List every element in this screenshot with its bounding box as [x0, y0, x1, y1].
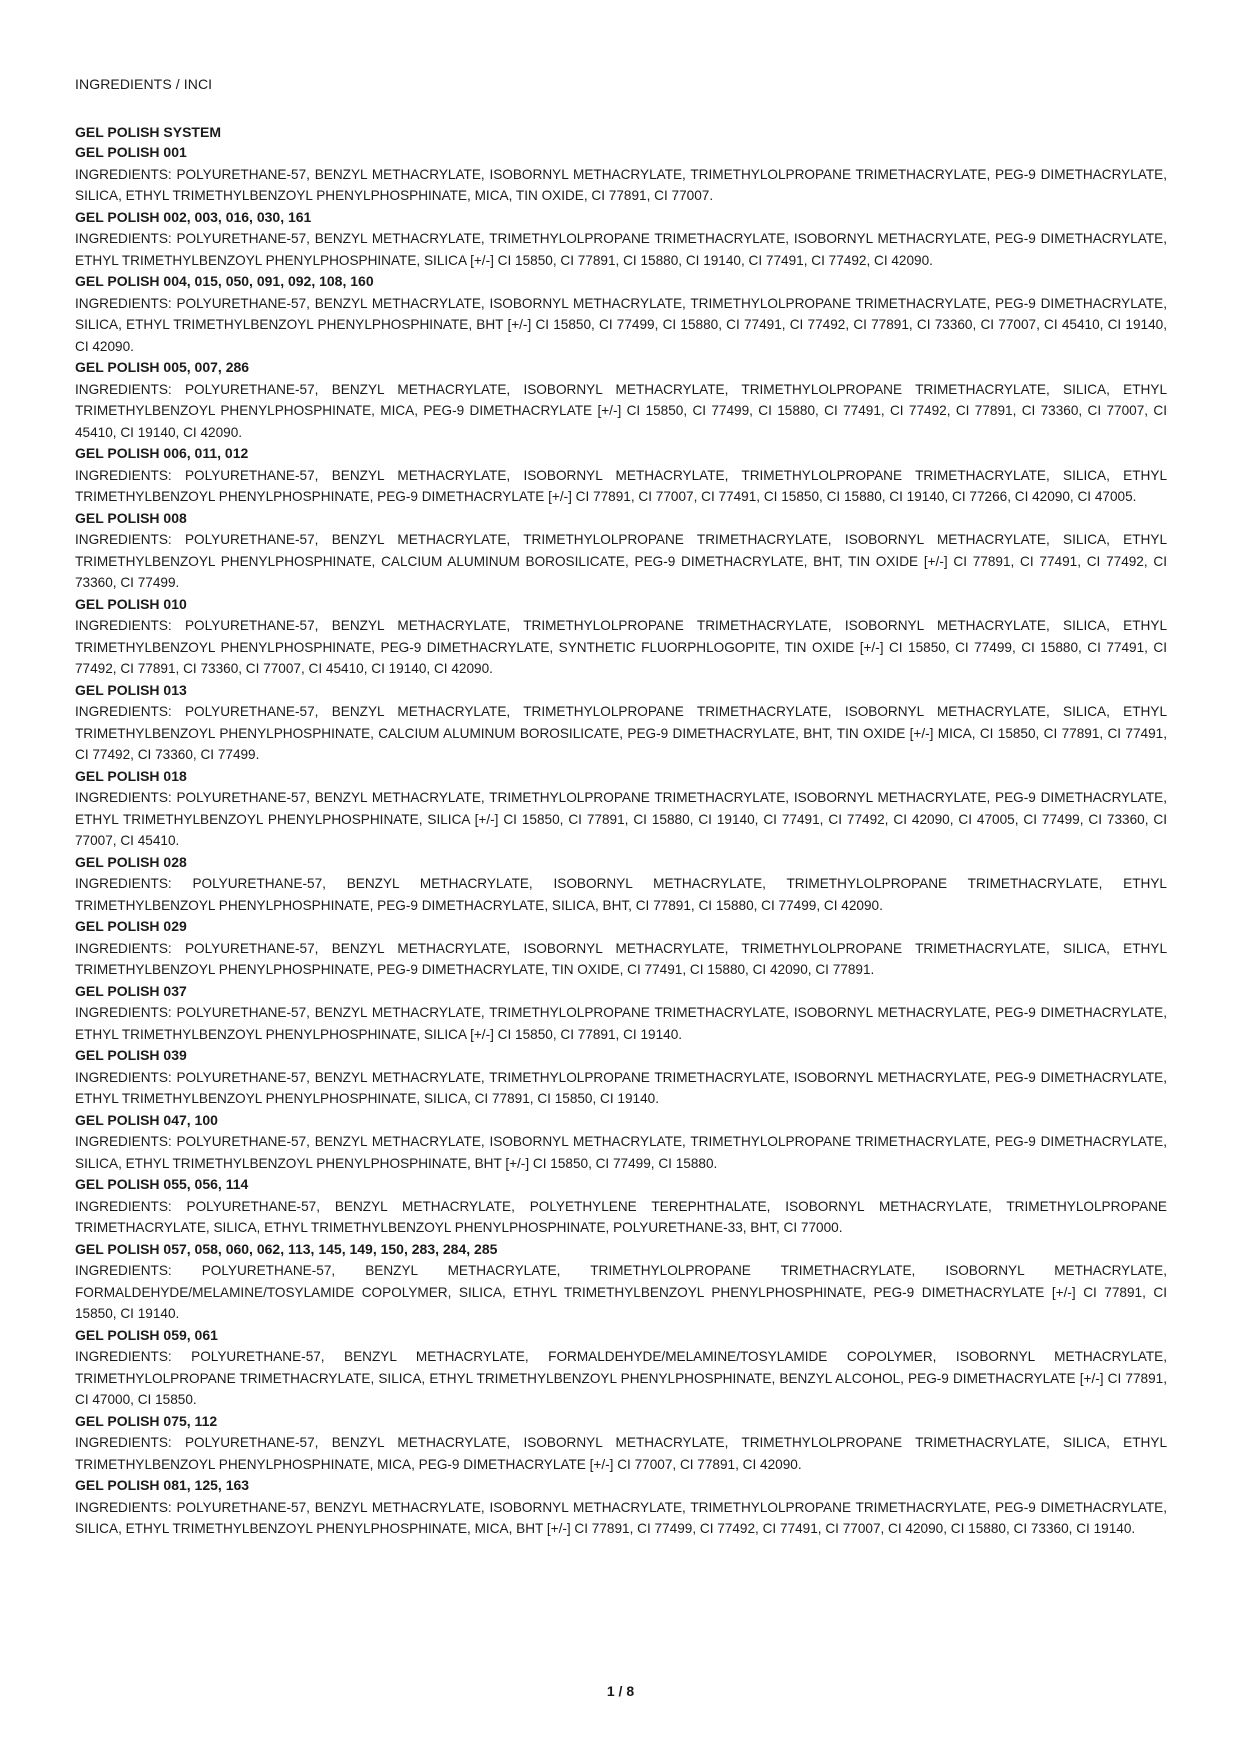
entry-title: GEL POLISH 039: [75, 1047, 187, 1063]
entry-text: INGREDIENTS: POLYURETHANE-57, BENZYL METHACRYLATE, ISOBORNYL METHACRYLATE, TRIMETHYLOLPROPANE TRIMETHACRYLATE, ETHYL TRIMETHYLBENZOYL PHENYLPHOSPHINATE, PEG-9 DIMETHACRYLATE, SILICA, BHT, CI 77891, CI 15880, CI 77499, CI 42090.: [75, 876, 1167, 913]
entry-text: INGREDIENTS: POLYURETHANE-57, BENZYL METHACRYLATE, TRIMETHYLOLPROPANE TRIMETHACRYLATE, ISOBORNYL METHACRYLATE, PEG-9 DIMETHACRYLATE, ETHYL TRIMETHYLBENZOYL PHENYLPHOSPHINATE, SILICA [+/-] CI 15850, CI 77891, CI 19140.: [75, 1005, 1167, 1042]
entry-title: GEL POLISH 055, 056, 114: [75, 1176, 249, 1192]
page-number: 1 / 8: [606, 1683, 635, 1699]
entry-text: INGREDIENTS: POLYURETHANE-57, BENZYL METHACRYLATE, TRIMETHYLOLPROPANE TRIMETHACRYLATE, ISOBORNYL METHACRYLATE, PEG-9 DIMETHACRYLATE, ETHYL TRIMETHYLBENZOYL PHENYLPHOSPHINATE, SILICA, CI 77891, CI 15850, CI 19140.: [75, 1069, 1167, 1106]
entry: [75, 142, 1167, 207]
entry-title: GEL POLISH 001: [75, 144, 187, 160]
entry-text: INGREDIENTS: POLYURETHANE-57, BENZYL METHACRYLATE, FORMALDEHYDE/MELAMINE/TOSYLAMIDE COPOLYMER, ISOBORNYL METHACRYLATE, TRIMETHYLOLPROPANE TRIMETHACRYLATE, SILICA, ETHYL TRIMETHYLBENZOYL PHENYLPHOSPHINATE, BENZYL ALCOHOL, PEG-9 DIMETHACRYLATE [+/-] CI 77891, CI 47000, CI 15850.: [75, 1349, 1167, 1407]
entry-title: GEL POLISH 037: [75, 982, 187, 999]
entry: [75, 680, 1167, 766]
entry: [75, 766, 1167, 852]
entry: [75, 508, 1167, 594]
entry-text: INGREDIENTS: POLYURETHANE-57, BENZYL METHACRYLATE, TRIMETHYLOLPROPANE TRIMETHACRYLATE, ISOBORNYL METHACRYLATE, SILICA, ETHYL TRIMETHYLBENZOYL PHENYLPHOSPHINATE, PEG-9 DIMETHACRYLATE, SYNTHETIC FLUORPHLOGOPITE, TIN OXIDE [+/-] CI 15850, CI 77499, CI 15880, CI 77491, CI 77492, CI 77891, CI 73360, CI 77007, CI 45410, CI 19140, CI 42090.: [75, 618, 1167, 676]
entry-text: INGREDIENTS: POLYURETHANE-57, BENZYL METHACRYLATE, TRIMETHYLOLPROPANE TRIMETHACRYLATE, ISOBORNYL METHACRYLATE, PEG-9 DIMETHACRYLATE, ETHYL TRIMETHYLBENZOYL PHENYLPHOSPHINATE, SILICA [+/-] CI 15850, CI 77891, CI 15880, CI 19140, CI 77491, CI 77492, CI 42090, CI 47005, CI 77499, CI 73360, CI 77007, CI 45410.: [75, 790, 1167, 848]
entry: [75, 1239, 1167, 1325]
entry-text: INGREDIENTS: POLYURETHANE-57, BENZYL METHACRYLATE, ISOBORNYL METHACRYLATE, TRIMETHYLOLPROPANE TRIMETHACRYLATE, SILICA, ETHYL TRIMETHYLBENZOYL PHENYLPHOSPHINATE, PEG-9 DIMETHACRYLATE, TIN OXIDE, CI 77491, CI 15880, CI 42090, CI 77891.: [75, 940, 1167, 977]
entry: [75, 207, 1167, 272]
entry-title: GEL POLISH 081, 125, 163: [75, 1477, 250, 1493]
entries-list: [75, 142, 1167, 1540]
entry: [75, 271, 1167, 357]
entry-title: GEL POLISH 028: [75, 853, 187, 870]
entry: [75, 357, 1167, 443]
entry-title: GEL POLISH 008: [75, 509, 187, 526]
entry-text: INGREDIENTS: POLYURETHANE-57, BENZYL METHACRYLATE, TRIMETHYLOLPROPANE TRIMETHACRYLATE, ISOBORNYL METHACRYLATE, FORMALDEHYDE/MELAMINE/TOSYLAMIDE COPOLYMER, SILICA, ETHYL TRIMETHYLBENZOYL PHENYLPHOSPHINATE, PEG-9 DIMETHACRYLATE [+/-] CI 77891, CI 15850, CI 19140.: [75, 1263, 1167, 1321]
entry: [75, 1325, 1167, 1411]
entry-title: GEL POLISH 010: [75, 595, 187, 612]
entry-title: GEL POLISH 059, 061: [75, 1326, 218, 1343]
entry-text: INGREDIENTS: POLYURETHANE-57, BENZYL METHACRYLATE, TRIMETHYLOLPROPANE TRIMETHACRYLATE, ISOBORNYL METHACRYLATE, SILICA, ETHYL TRIMETHYLBENZOYL PHENYLPHOSPHINATE, CALCIUM ALUMINUM BOROSILICATE, PEG-9 DIMETHACRYLATE, BHT, TIN OXIDE [+/-] CI 77891, CI 77491, CI 77492, CI 73360, CI 77499.: [75, 532, 1167, 590]
document-header: INGREDIENTS / INCI: [75, 76, 213, 92]
entry-text: INGREDIENTS: POLYURETHANE-57, BENZYL METHACRYLATE, TRIMETHYLOLPROPANE TRIMETHACRYLATE, ISOBORNYL METHACRYLATE, SILICA, ETHYL TRIMETHYLBENZOYL PHENYLPHOSPHINATE, CALCIUM ALUMINUM BOROSILICATE, PEG-9 DIMETHACRYLATE, BHT, TIN OXIDE [+/-] MICA, CI 15850, CI 77891, CI 77491, CI 77492, CI 73360, CI 77499.: [75, 704, 1167, 762]
entry-text: INGREDIENTS: POLYURETHANE-57, BENZYL METHACRYLATE, TRIMETHYLOLPROPANE TRIMETHACRYLATE, ISOBORNYL METHACRYLATE, PEG-9 DIMETHACRYLATE, ETHYL TRIMETHYLBENZOYL PHENYLPHOSPHINATE, SILICA [+/-] CI 15850, CI 77891, CI 15880, CI 19140, CI 77491, CI 77492, CI 42090.: [75, 231, 1167, 268]
entry-text: INGREDIENTS: POLYURETHANE-57, BENZYL METHACRYLATE, ISOBORNYL METHACRYLATE, TRIMETHYLOLPROPANE TRIMETHACRYLATE, PEG-9 DIMETHACRYLATE, SILICA, ETHYL TRIMETHYLBENZOYL PHENYLPHOSPHINATE, MICA, TIN OXIDE, CI 77891, CI 77007.: [75, 166, 1167, 203]
entry: [75, 1411, 1167, 1476]
entry-text: INGREDIENTS: POLYURETHANE-57, BENZYL METHACRYLATE, ISOBORNYL METHACRYLATE, TRIMETHYLOLPROPANE TRIMETHACRYLATE, SILICA, ETHYL TRIMETHYLBENZOYL PHENYLPHOSPHINATE, MICA, PEG-9 DIMETHACRYLATE [+/-] CI 77007, CI 77891, CI 42090.: [75, 1435, 1167, 1472]
entry: [75, 852, 1167, 917]
system-title: GEL POLISH SYSTEM: [75, 124, 221, 140]
entry-title: GEL POLISH 029: [75, 918, 187, 934]
entry-text: INGREDIENTS: POLYURETHANE-57, BENZYL METHACRYLATE, ISOBORNYL METHACRYLATE, TRIMETHYLOLPROPANE TRIMETHACRYLATE, SILICA, ETHYL TRIMETHYLBENZOYL PHENYLPHOSPHINATE, PEG-9 DIMETHACRYLATE [+/-] CI 77891, CI 77007, CI 77491, CI 15850, CI 15880, CI 19140, CI 77266, CI 42090, CI 47005.: [75, 467, 1167, 504]
entry-title: GEL POLISH 005, 007, 286: [75, 359, 250, 375]
entry-text: INGREDIENTS: POLYURETHANE-57, BENZYL METHACRYLATE, ISOBORNYL METHACRYLATE, TRIMETHYLOLPROPANE TRIMETHACRYLATE, PEG-9 DIMETHACRYLATE, SILICA, ETHYL TRIMETHYLBENZOYL PHENYLPHOSPHINATE, BHT [+/-] CI 15850, CI 77499, CI 15880.: [75, 1134, 1167, 1171]
entry: [75, 594, 1167, 680]
entry: [75, 981, 1167, 1046]
entry-title: GEL POLISH 075, 112: [75, 1412, 218, 1429]
entry-title: GEL POLISH 004, 015, 050, 091, 092, 108, 160: [75, 273, 374, 289]
entry: [75, 1045, 1167, 1110]
entry: [75, 916, 1167, 981]
entry: [75, 1174, 1167, 1239]
entry-text: INGREDIENTS: POLYURETHANE-57, BENZYL METHACRYLATE, ISOBORNYL METHACRYLATE, TRIMETHYLOLPROPANE TRIMETHACRYLATE, SILICA, ETHYL TRIMETHYLBENZOYL PHENYLPHOSPHINATE, MICA, PEG-9 DIMETHACRYLATE [+/-] CI 15850, CI 77499, CI 15880, CI 77491, CI 77492, CI 77891, CI 73360, CI 77007, CI 45410, CI 19140, CI 42090.: [75, 381, 1167, 440]
entry: [75, 443, 1167, 508]
entry-text: INGREDIENTS: POLYURETHANE-57, BENZYL METHACRYLATE, POLYETHYLENE TEREPHTHALATE, ISOBORNYL METHACRYLATE, TRIMETHYLOLPROPANE TRIMETHACRYLATE, SILICA, ETHYL TRIMETHYLBENZOYL PHENYLPHOSPHINATE, POLYURETHANE-33, BHT, CI 77000.: [75, 1198, 1167, 1235]
entry: [75, 1475, 1167, 1540]
entry-title: GEL POLISH 013: [75, 681, 187, 698]
entry-text: INGREDIENTS: POLYURETHANE-57, BENZYL METHACRYLATE, ISOBORNYL METHACRYLATE, TRIMETHYLOLPROPANE TRIMETHACRYLATE, PEG-9 DIMETHACRYLATE, SILICA, ETHYL TRIMETHYLBENZOYL PHENYLPHOSPHINATE, BHT [+/-] CI 15850, CI 77499, CI 15880, CI 77491, CI 77492, CI 77891, CI 73360, CI 77007, CI 45410, CI 19140, CI 42090.: [75, 295, 1167, 354]
entry-text: INGREDIENTS: POLYURETHANE-57, BENZYL METHACRYLATE, ISOBORNYL METHACRYLATE, TRIMETHYLOLPROPANE TRIMETHACRYLATE, PEG-9 DIMETHACRYLATE, SILICA, ETHYL TRIMETHYLBENZOYL PHENYLPHOSPHINATE, MICA, BHT [+/-] CI 77891, CI 77499, CI 77492, CI 77491, CI 77007, CI 42090, CI 15880, CI 73360, CI 19140.: [75, 1499, 1167, 1536]
entry-title: GEL POLISH 047, 100: [75, 1111, 218, 1128]
document-page: [75, 74, 1167, 1540]
entry-title: GEL POLISH 057, 058, 060, 062, 113, 145, 149, 150, 283, 284, 285: [75, 1240, 498, 1257]
entry: [75, 1110, 1167, 1175]
entry-title: GEL POLISH 018: [75, 767, 187, 784]
entry-title: GEL POLISH 002, 003, 016, 030, 161: [75, 208, 312, 225]
entry-title: GEL POLISH 006, 011, 012: [75, 445, 249, 461]
